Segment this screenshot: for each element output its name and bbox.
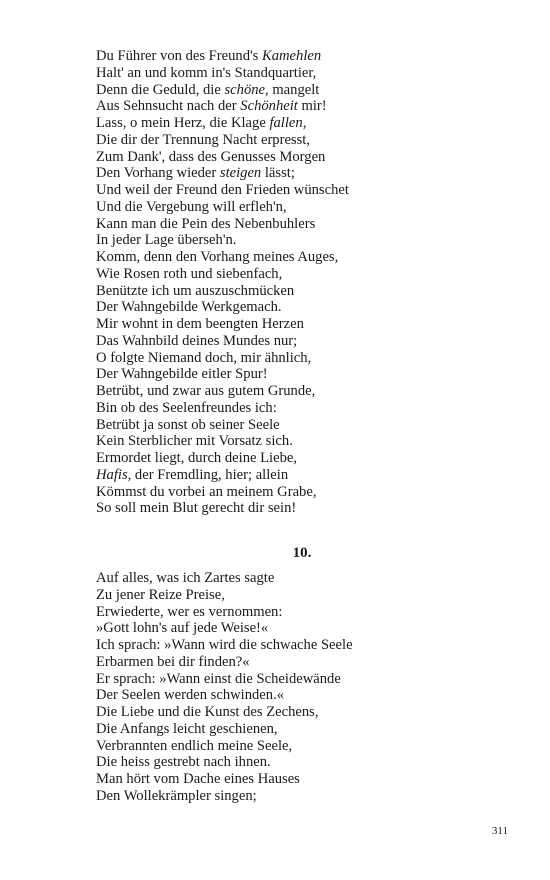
- line-text: Der Wahngebilde eitler Spur!: [96, 366, 268, 383]
- italic-word: Kamehlen: [261, 48, 322, 64]
- line-text: Komm, denn den Vorhang meines Auges,: [96, 249, 339, 265]
- line-text: Der Seelen werden schwinden.«: [96, 687, 285, 704]
- line-text: In jeder Lage überseh'n.: [96, 232, 237, 249]
- poem-line: [96, 283, 476, 300]
- poem-line: [96, 654, 476, 671]
- poem-line: [96, 400, 476, 417]
- section-number: 10.: [292, 545, 312, 561]
- poem-line: [96, 467, 476, 484]
- line-text: mir!: [297, 98, 327, 115]
- line-text: , der Fremdling, hier; allein: [127, 466, 289, 483]
- line-text: Und weil der Freund den Frieden wünschet: [96, 182, 349, 198]
- poem-line: [96, 500, 476, 517]
- poem-line: [96, 587, 476, 604]
- poem-line: [96, 216, 476, 233]
- poem-line: [96, 433, 476, 450]
- line-text: Man hört vom Dache eines Hauses: [96, 771, 300, 787]
- line-text: Die heiss gestrebt nach ihnen.: [96, 754, 271, 771]
- line-text: Auf alles, was ich Zartes sagte: [96, 570, 275, 586]
- italic-word: Hafis: [96, 466, 128, 483]
- italic-word: fallen: [269, 115, 303, 131]
- line-text: Das Wahnbild deines Mundes nur;: [96, 332, 298, 349]
- poem-line: [96, 65, 476, 82]
- poem-line: [96, 165, 476, 182]
- line-text: Halt' an und komm in's Standquartier,: [96, 64, 317, 81]
- poem-line: [96, 620, 476, 637]
- poem-line: [96, 316, 476, 333]
- line-text: Erwiederte, wer es vernommen:: [96, 603, 283, 620]
- line-text: Der Wahngebilde Werkgemach.: [96, 299, 282, 316]
- line-text: So soll mein Blut gerecht dir sein!: [96, 500, 297, 517]
- poem-line: [96, 754, 476, 771]
- poem-line: [96, 232, 476, 249]
- line-text: Die dir der Trennung Nacht erpresst,: [96, 131, 310, 148]
- line-text: Erbarmen bei dir finden?«: [96, 653, 250, 670]
- poem-line: [96, 199, 476, 216]
- poem-line: [96, 48, 476, 65]
- poem-stanza-1: [96, 48, 476, 517]
- poem-line: [96, 350, 476, 367]
- line-text: Und die Vergebung will erfleh'n,: [96, 198, 287, 215]
- poem-line: [96, 82, 476, 99]
- poem-line: [96, 383, 476, 400]
- line-text: Kann man die Pein des Nebenbuhlers: [96, 215, 316, 232]
- line-text: Er sprach: »Wann einst die Scheidewände: [96, 670, 341, 687]
- line-text: Den Vorhang wieder: [96, 165, 220, 182]
- poem-line: [96, 771, 476, 788]
- line-text: Zum Dank', dass des Genusses Morgen: [96, 148, 326, 165]
- poem-line: [96, 738, 476, 755]
- page-number: 311: [491, 825, 508, 837]
- line-text: lässt;: [261, 165, 295, 182]
- poem-line: [96, 98, 476, 115]
- line-text: Wie Rosen roth und siebenfach,: [96, 265, 283, 282]
- poem-line: [96, 721, 476, 738]
- line-text: Die Anfangs leicht geschienen,: [96, 720, 278, 737]
- line-text: O folgte Niemand doch, mir ähnlich,: [96, 349, 312, 366]
- line-text: Den Wollekrämpler singen;: [96, 787, 257, 804]
- line-text: Betrübt ja sonst ob seiner Seele: [96, 416, 280, 433]
- line-text: , mangelt: [265, 81, 320, 98]
- poem-line: [96, 333, 476, 350]
- poem-line: [96, 570, 476, 587]
- poem-line: [96, 417, 476, 434]
- line-text: Zu jener Reize Preise,: [96, 586, 225, 603]
- poem-line: [96, 249, 476, 266]
- line-text: Benützte ich um auszuschmücken: [96, 282, 295, 299]
- italic-word: steigen: [219, 165, 262, 182]
- line-text: Die Liebe und die Kunst des Zechens,: [96, 704, 319, 720]
- italic-word: Schönheit: [240, 98, 298, 115]
- poem-line: [96, 266, 476, 283]
- poem-line: [96, 182, 476, 199]
- italic-word: schöne: [224, 81, 266, 98]
- poem-line: [96, 604, 476, 621]
- poem-line: [96, 704, 476, 721]
- poem-line: [96, 687, 476, 704]
- line-text: Verbrannten endlich meine Seele,: [96, 737, 293, 754]
- line-text: Kein Sterblicher mit Vorsatz sich.: [96, 433, 293, 450]
- line-text: Mir wohnt in dem beengten Herzen: [96, 316, 304, 332]
- line-text: Ermordet liegt, durch deine Liebe,: [96, 450, 297, 466]
- line-text: Betrübt, und zwar aus gutem Grunde,: [96, 383, 316, 399]
- line-text: »Gott lohn's auf jede Weise!«: [96, 620, 269, 637]
- poem-line: [96, 788, 476, 805]
- poem-line: [96, 637, 476, 654]
- poem-line: [96, 149, 476, 166]
- poem-line: [96, 671, 476, 688]
- line-text: Denn die Geduld, die: [96, 81, 225, 98]
- line-text: Aus Sehnsucht nach der: [96, 98, 241, 115]
- poem-line: [96, 299, 476, 316]
- poem-line: [96, 115, 476, 132]
- line-text: ,: [302, 115, 307, 131]
- line-text: Lass, o mein Herz, die Klage: [96, 115, 270, 131]
- line-text: Kömmst du vorbei an meinem Grabe,: [96, 483, 317, 500]
- poem-stanza-2: [96, 570, 476, 805]
- line-text: Ich sprach: »Wann wird die schwache Seele: [96, 637, 353, 653]
- line-text: Du Führer von des Freund's: [96, 48, 262, 64]
- poem-line: [96, 450, 476, 467]
- line-text: Bin ob des Seelenfreundes ich:: [96, 399, 277, 416]
- poem-line: [96, 132, 476, 149]
- poem-line: [96, 484, 476, 501]
- poem-line: [96, 366, 476, 383]
